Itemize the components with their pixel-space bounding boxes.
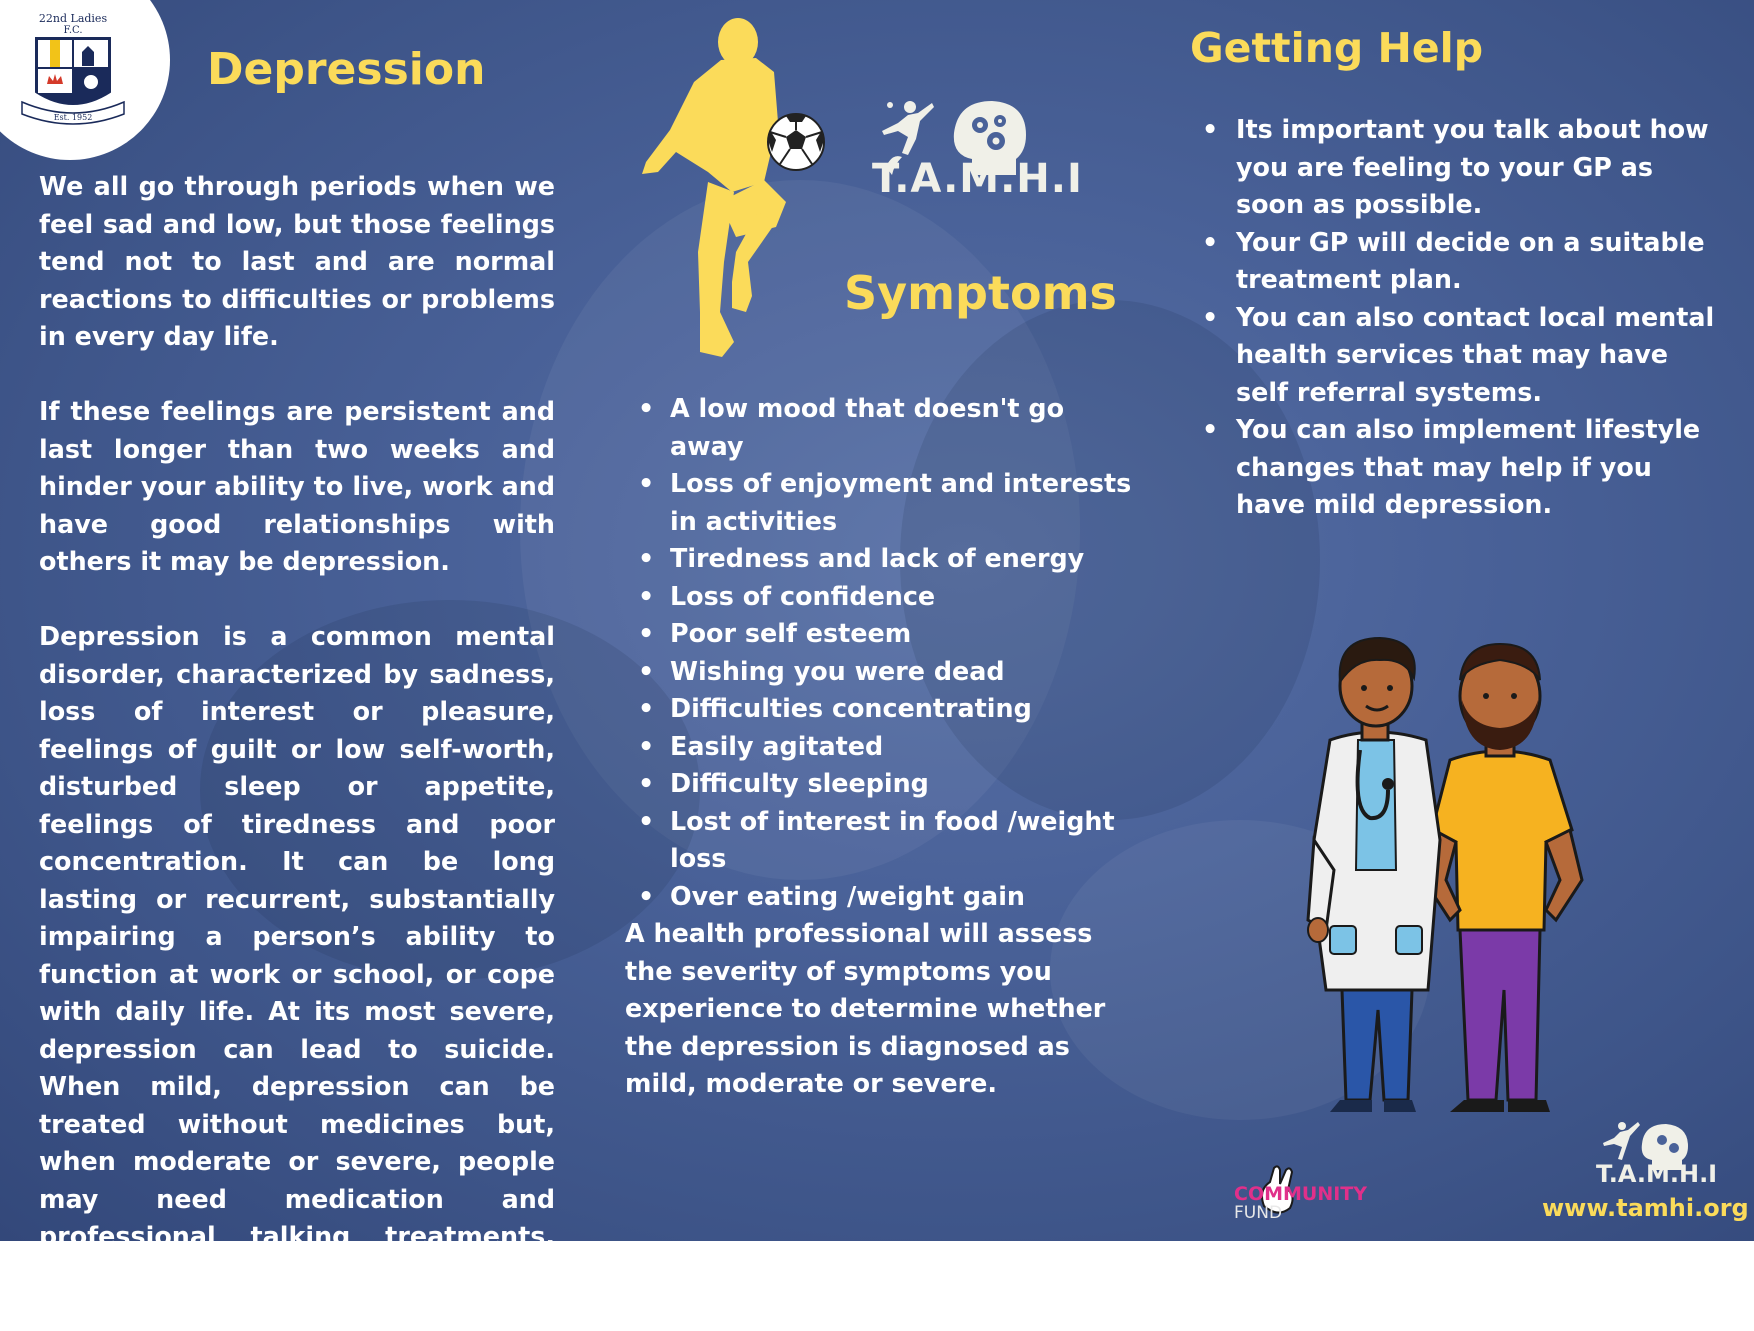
help-item: • Its important you talk about how you are feeling to your GP as soon as possible.	[1202, 111, 1722, 224]
community-fund-text: FUND	[1234, 1203, 1283, 1223]
depression-paragraph: We all go through periods when we feel sad and low, but those feelings tend not to last and are normal reactions to difficulties or problems in every day life.	[39, 171, 555, 351]
tamhi-logo-text: T.A.M.H.I	[872, 156, 1083, 202]
footballer-silhouette-icon	[636, 12, 836, 362]
depression-paragraph: Depression is a common mental disorder, characterized by sadness, loss of interest or pleasure, feelings of guilt or low self-worth, disturbed sleep or appetite, feelings of tiredness and poor concentration. It can be long lasting or recurrent, substantially impairing a person’s ability to function at work or school, or cope with daily life. At its most severe, depression can lead to suicide. When mild, depression can be treated without medicines but, when moderate or severe, people may need medication and professional talking treatments. (WHO)	[39, 621, 555, 1289]
help-item: • You can also contact local mental health services that may have self referral systems.	[1202, 299, 1722, 412]
symptom-item: • Wishing you were dead	[638, 653, 1138, 691]
doctor-and-patient-illustration-icon	[1300, 630, 1590, 1130]
symptom-item: • Lost of interest in food /weight loss	[638, 803, 1138, 878]
depression-title: Depression	[207, 44, 486, 95]
depression-paragraph: If these feelings are persistent and last longer than two weeks and hinder your ability to live, work and have good relationships with others it may be depression.	[39, 396, 555, 576]
symptom-item: • Difficulties concentrating	[638, 690, 1138, 728]
symptoms-title: Symptoms	[844, 266, 1117, 320]
symptom-item: • Loss of enjoyment and interests in activities	[638, 465, 1138, 540]
football-icon	[768, 114, 824, 170]
svg-text:F.C.: F.C.	[63, 25, 83, 36]
symptom-item: • Difficulty sleeping	[638, 765, 1138, 803]
help-item: • You can also implement lifestyle changes that may help if you have mild depression.	[1202, 411, 1722, 524]
symptom-item: • Over eating /weight gain	[638, 878, 1138, 916]
svg-text:Est. 1952: Est. 1952	[53, 113, 93, 122]
help-list	[1202, 111, 1722, 524]
symptom-item: • Tiredness and lack of energy	[638, 540, 1138, 578]
tamhi-logo-small-text: T.A.M.H.I	[1596, 1160, 1718, 1188]
symptom-item: • Loss of confidence	[638, 578, 1138, 616]
symptoms-note: A health professional will assess the severity of symptoms you experience to determine whether the depression is diagnosed as mild, moderate or severe.	[625, 918, 1106, 1098]
svg-text:22nd Ladies: 22nd Ladies	[38, 12, 108, 25]
community-fund-text: COMMUNITY	[1234, 1183, 1368, 1205]
website-link[interactable]: www.tamhi.org	[1542, 1194, 1749, 1222]
symptom-item: • A low mood that doesn't go away	[638, 390, 1138, 465]
symptom-item: • Easily agitated	[638, 728, 1138, 766]
symptoms-list	[638, 390, 1138, 915]
symptom-item: • Poor self esteem	[638, 615, 1138, 653]
patient-figure	[1424, 644, 1582, 1112]
help-title: Getting Help	[1190, 24, 1484, 72]
club-badge-icon	[14, 6, 132, 136]
depression-body	[39, 168, 555, 1331]
help-item: • Your GP will decide on a suitable treatment plan.	[1202, 224, 1722, 299]
doctor-figure	[1308, 638, 1440, 1112]
